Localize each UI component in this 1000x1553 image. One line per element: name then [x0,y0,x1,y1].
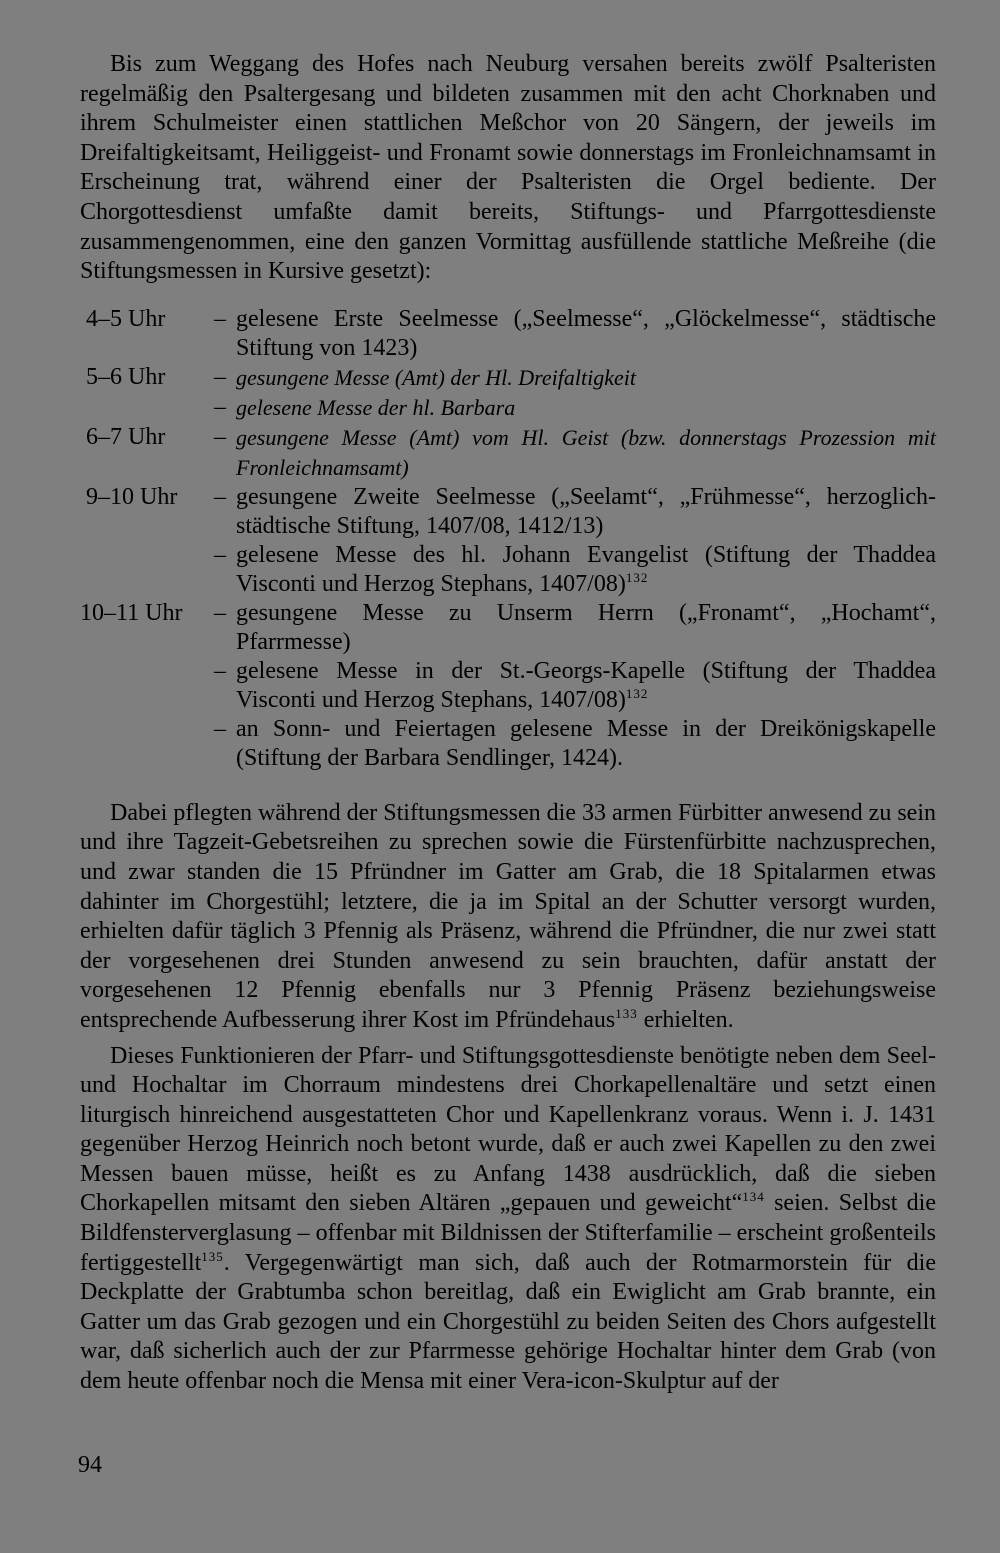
schedule-entry [214,599,936,657]
schedule-entry [214,541,936,599]
schedule-entry [214,393,936,423]
entry-text-wrap [236,483,936,541]
paragraph-text: Dabei pflegten während der Stiftungsmessen die 33 armen Fürbitter anwesend zu sein und ihre Tagzeit-Gebetsreihen zu sprechen sowie die Fürstenfürbitte nachzusprechen, und zwar standen die 15 Pfründner im Gatter am Grab, die 18 Spitalarmen etwas dahinter im Chorgestühl; letztere, die ja im Spital an der Schutter versorgt wurden, erhielten dafür täglich 3 Pfennig als Präsenz, während die Pfründner, die nur zwei statt der vorgesehenen drei Stunden anwesend zu sein brauchten, dafür anstatt der vorgesehenen 12 Pfennig ebenfalls nur 3 Pfennig Präsenz beziehungsweise entsprechende Aufbesserung ihrer Kost im Pfründehaus [80,799,936,1033]
entry-text-wrap [236,715,936,773]
schedule-entry [214,715,936,773]
entry-text-wrap [236,541,936,599]
schedule-time: 9–10 Uhr [86,483,178,510]
entry-dash: – [214,483,226,510]
schedule-entries [214,423,936,483]
page-number: 94 [78,1452,102,1478]
entry-text-wrap [236,393,936,423]
entry-text-wrap [236,657,936,715]
paragraph-intro: Bis zum Weggang des Hofes nach Neuburg versahen bereits zwölf Psalteristen regelmäßig den Psaltergesang und bildeten zusammen mit den acht Chorknaben und ihrem Schulmeister einen stattlichen Meßchor von 20 Sängern, der jeweils im Dreifaltigkeitsamt, Heiliggeist- und Fronamt sowie donnerstags im Fronleichnamsamt in Erscheinung trat, während einer der Psalteristen die Orgel bediente. Der Chorgottesdienst umfaßte damit bereits, Stiftungs- und Pfarrgottesdienste zusammengenommen, eine den ganzen Vormittag ausfüllende stattliche Meßreihe (die Stiftungsmessen in Kursive gesetzt): [80,51,936,285]
entry-text: an Sonn- und Feiertagen gelesene Messe in der Dreikönigskapelle (Stiftung der Barbara Sendlinger, 1424). [236,715,936,771]
schedule-time: 4–5 Uhr [86,305,166,332]
schedule-entries [214,305,936,363]
schedule-entry [214,483,936,541]
entry-dash: – [214,393,226,420]
schedule-time: 10–11 Uhr [80,599,183,626]
schedule-entries [214,483,936,599]
paragraph-text: seien. Selbst die Bildfensterverglasung – offenbar mit Bildnissen der Stifterfamilie – erscheint großenteils fertiggestellt [80,1190,936,1276]
entry-text: gesungene Messe (Amt) vom Hl. Geist (bzw. donnerstags Prozession mit Fronleichnamsamt) [236,424,936,480]
entry-text-wrap [236,305,936,363]
schedule-time: 5–6 Uhr [86,363,166,390]
footnote-ref: 134 [742,1189,765,1205]
schedule-entry [214,363,936,393]
entry-text: gelesene Messe in der St.-Georgs-Kapelle (Stiftung der Thaddea Visconti und Herzog Stephans, 1407/08) [236,657,936,713]
schedule-row [80,423,936,483]
schedule-entry [214,423,936,483]
footnote-ref: 135 [201,1248,224,1264]
paragraph-text: Dieses Funktionieren der Pfarr- und Stiftungsgottesdienste benötigte neben dem Seel- und Hochaltar im Chorraum mindestens drei Chorkapellenaltäre und setzt einen liturgisch hinreichend ausgestatteten Chor und Kapellenkranz voraus. Wenn i. J. 1431 gegenüber Herzog Heinrich noch betont wurde, daß er auch zwei Kapellen zu den zwei Messen bauen müsse, heißt es zu Anfang 1438 ausdrücklich, daß die sieben Chorkapellen mitsamt den sieben Altären „gepauen und geweicht“ [80,1042,936,1217]
entry-text-wrap [236,363,936,393]
mass-schedule [80,305,936,773]
footnote-ref: 132 [625,685,649,701]
schedule-row [80,483,936,599]
paragraph-fuerbitter [80,799,936,1036]
schedule-row [80,305,936,363]
entry-text-wrap [236,423,936,483]
entry-text: gelesene Messe der hl. Barbara [236,394,516,420]
entry-text: gesungene Zweite Seelmesse („Seelamt“, „Frühmesse“, herzoglich-städtische Stiftung, 1407/08, 1412/13) [236,483,936,539]
entry-dash: – [214,305,226,332]
schedule-entries [214,363,936,423]
schedule-row [80,599,936,773]
entry-dash: – [214,423,226,450]
schedule-entry [214,305,936,363]
paragraph-text: . Vergegenwärtigt man sich, daß auch der Rotmarmorstein für die Deckplatte der Grabtumba schon bereitlag, daß ein Ewiglicht am Grab brannte, ein Gatter um das Grab gezogen und ein Chorgestühl zu beiden Seiten des Chors aufgestellt war, daß sicherlich auch der zur Pfarrmesse gehörige Hochaltar hinter dem Grab (von dem heute offenbar noch die Mensa mit einer Vera-icon-Skulptur auf der [80,1249,936,1395]
entry-text: gesungene Messe zu Unserm Herrn („Fronamt“, „Hochamt“, Pfarrmesse) [236,599,936,655]
entry-text: gesungene Messe (Amt) der Hl. Dreifaltigkeit [236,364,636,390]
entry-dash: – [214,363,226,390]
entry-text-wrap [236,599,936,657]
entry-dash: – [214,599,226,626]
entry-text: gelesene Erste Seelmesse („Seelmesse“, „Glöckelmesse“, städtische Stiftung von 1423) [236,305,936,361]
entry-dash: – [214,541,226,568]
paragraph-funktionieren [80,1042,936,1397]
schedule-time: 6–7 Uhr [86,423,166,450]
entry-text: gelesene Messe des hl. Johann Evangelist (Stiftung der Thaddea Visconti und Herzog Stephans, 1407/08) [236,541,936,597]
schedule-entries [214,599,936,773]
text-column [80,50,936,1397]
paragraph-text: erhielten. [637,1006,734,1033]
entry-dash: – [214,657,226,684]
entry-dash: – [214,715,226,742]
schedule-row [80,363,936,423]
footnote-ref: 133 [615,1005,638,1021]
footnote-ref: 132 [625,569,649,585]
schedule-entry [214,657,936,715]
